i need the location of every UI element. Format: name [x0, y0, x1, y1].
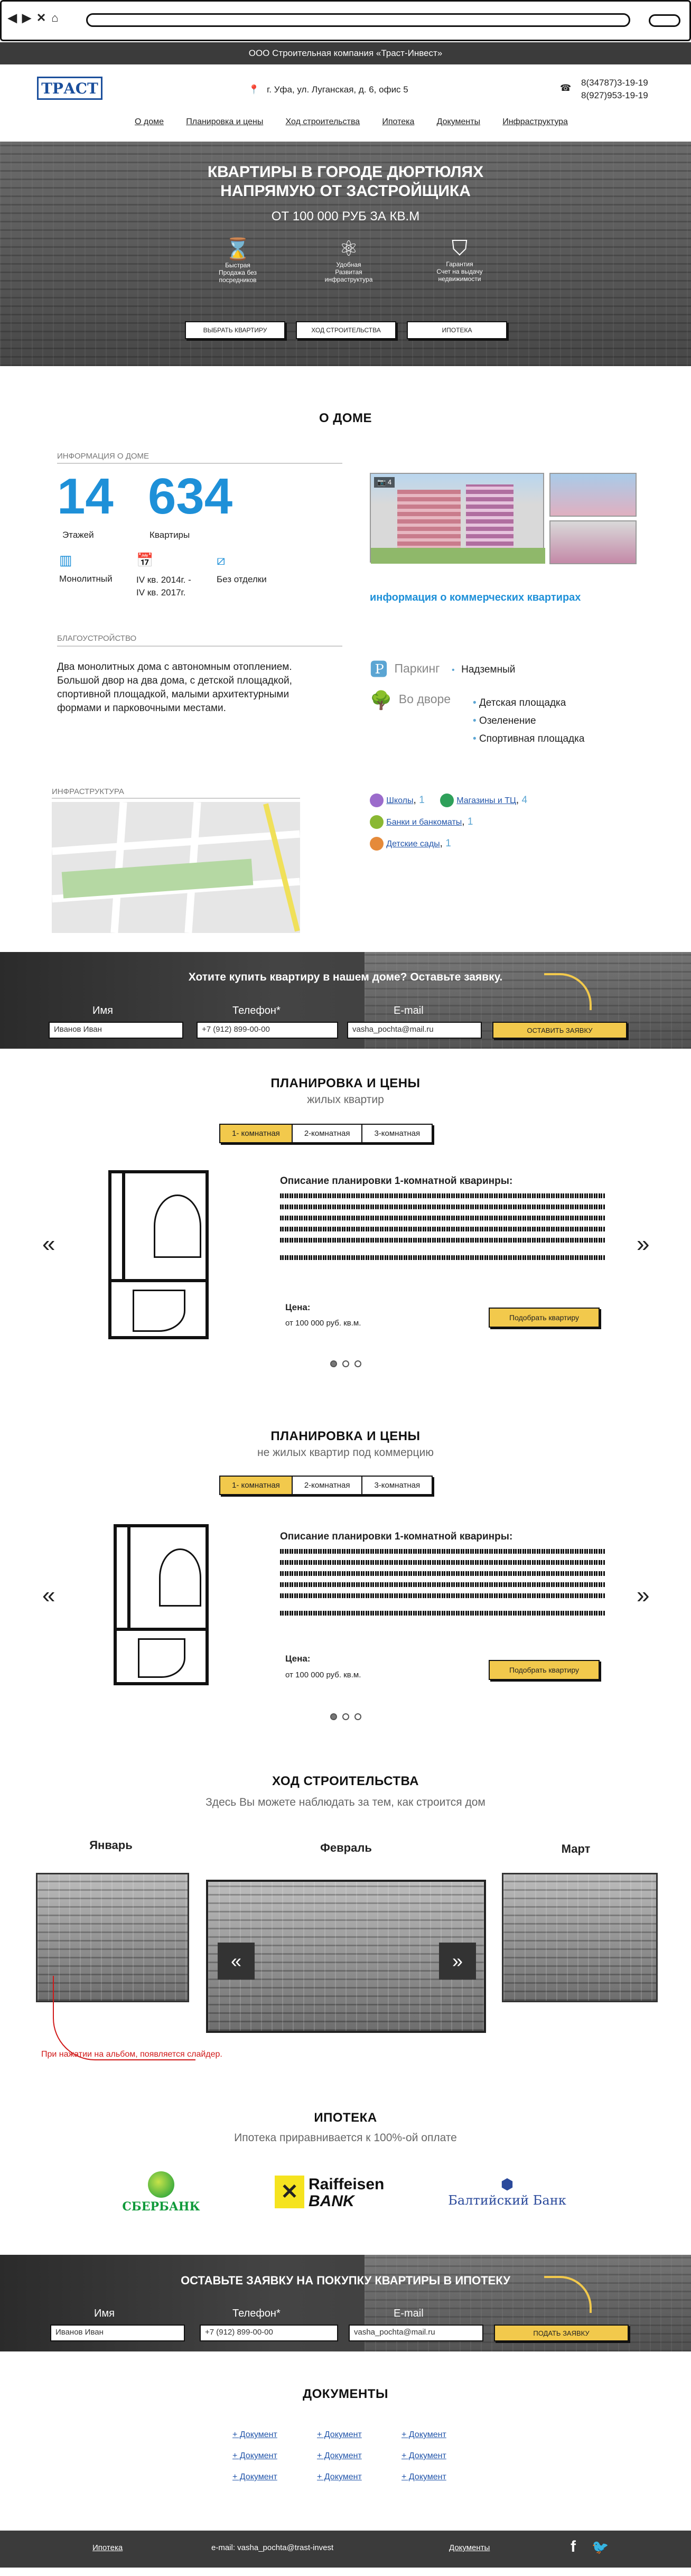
plans-commercial-title: ПЛАНИРОВКА И ЦЕНЫ — [270, 1429, 421, 1443]
phone-icon: ☎ — [560, 83, 572, 93]
tree-icon: 🌳 — [370, 690, 393, 711]
submit-request-button[interactable]: ОСТАВИТЬ ЗАЯВКУ — [492, 1022, 627, 1039]
location-pin-icon: 📍 — [248, 85, 260, 95]
raiffeisen-name: Raiffeisen — [309, 2176, 385, 2193]
infra-schools-link[interactable]: Школы — [386, 796, 414, 805]
yard-item: • Спортивная площадка — [473, 733, 585, 744]
price-value: от 100 000 руб. кв.м. — [285, 1670, 361, 1679]
footer-mortgage-link[interactable]: Ипотека — [92, 2543, 123, 2552]
description-text — [280, 1238, 605, 1243]
name-input[interactable]: Иванов Иван — [50, 2325, 185, 2341]
address-bar[interactable] — [86, 13, 630, 27]
address-text: г. Уфа, ул. Луганская, д. 6, офис 5 — [267, 85, 408, 95]
feature-1-text: Продажа без посредников — [218, 269, 257, 284]
phone-1[interactable]: 8(34787)3-19-19 — [581, 78, 648, 88]
carousel-dot[interactable] — [330, 1360, 337, 1367]
molecule-icon: ⚛ — [339, 237, 358, 260]
next-arrow-icon[interactable]: » — [637, 1231, 650, 1257]
plans-title: ПЛАНИРОВКА И ЦЕНЫ — [270, 1076, 421, 1090]
phone-label: Телефон* — [232, 1005, 281, 1016]
mortgage-form-section — [0, 2255, 691, 2351]
spec-finish-text: Без отделки — [217, 574, 267, 584]
spec-monolith — [59, 552, 113, 584]
tab-3-room[interactable]: 3-комнатная — [362, 1477, 432, 1494]
mortgage-button[interactable]: ИПОТЕКА — [407, 321, 507, 339]
name-input[interactable]: Иванов Иван — [49, 1022, 183, 1039]
plan-description — [280, 1175, 605, 1266]
description-text — [280, 1571, 605, 1576]
chevron-left-icon: « — [230, 1950, 242, 1972]
hero-title — [0, 163, 691, 201]
photo-gallery[interactable] — [370, 473, 549, 565]
kindergarten-icon — [370, 837, 384, 851]
nav-item-documents[interactable]: Документы — [436, 117, 481, 126]
infra-item-schools: Школы, 1 Магазины и ТЦ, 4 — [370, 790, 527, 811]
description-text — [280, 1193, 605, 1198]
parking-block: 🅿 Паркинг • Надземный — [370, 660, 516, 680]
album-month-label: Январь — [89, 1838, 133, 1852]
feature-3-text: Счет на выдачу недвижимости — [436, 268, 483, 283]
infra-item-kindergartens: Детские сады, 1 — [370, 833, 527, 855]
nav-item-infrastructure[interactable]: Инфраструктура — [502, 117, 568, 126]
improvement-text: Два монолитных дома с автономным отоплением. Большой двор на два дома, с детской площадкой, спортивной площадкой, малыми архитектурными формами и парковочными местами. — [57, 661, 292, 714]
nav-item-mortgage[interactable]: Ипотека — [382, 117, 415, 126]
feature-3 — [423, 237, 497, 283]
close-icon[interactable]: ✕ — [36, 11, 52, 24]
email-label: E-mail — [394, 1005, 424, 1016]
price-value: от 100 000 руб. кв.м. — [285, 1319, 361, 1328]
company-name: ООО Строительная компания «Траст-Инвест» — [248, 48, 443, 58]
description-text — [280, 1227, 605, 1231]
carousel-dots — [0, 1360, 691, 1370]
parking-item: Надземный — [461, 664, 516, 675]
yard-item: • Озеленение — [473, 715, 536, 726]
divider — [52, 798, 300, 799]
infra-shops-count: 4 — [521, 795, 528, 806]
annotation-note: При нажатии на альбом, появляется слайдер. — [41, 2050, 222, 2059]
album-month-label: Март — [561, 1842, 591, 1855]
choose-apartment-button[interactable]: ВЫБРАТЬ КВАРТИРУ — [185, 321, 285, 339]
shop-icon — [440, 795, 454, 806]
prev-arrow-icon[interactable]: « — [42, 1582, 55, 1608]
documents-title: ДОКУМЕНТЫ — [303, 2387, 388, 2401]
yard-item: • Детская площадка — [473, 697, 566, 708]
floor-plan-image[interactable] — [108, 1170, 209, 1339]
carousel-dot[interactable] — [354, 1713, 361, 1720]
nav-item-about[interactable]: О доме — [135, 117, 164, 126]
infra-kindergartens-link[interactable]: Детские сады — [386, 839, 440, 848]
slider-next-button[interactable] — [439, 1943, 476, 1980]
description-text — [280, 1611, 605, 1616]
email-input[interactable]: vasha_pochta@mail.ru — [349, 2325, 483, 2341]
raiffeisen-icon: ✕ — [275, 2176, 304, 2208]
hero-title-line-1: КВАРТИРЫ В ГОРОДЕ ДЮРТЮЛЯХ — [207, 163, 484, 181]
album-february-slider[interactable] — [206, 1880, 486, 2033]
feature-1-title: Быстрая — [225, 262, 250, 269]
phone-input[interactable]: +7 (912) 899-00-00 — [200, 2325, 338, 2341]
shield-check-icon: ⛉ — [452, 237, 468, 260]
nav-item-progress[interactable]: Ход строительства — [285, 117, 360, 126]
infra-schools-count: 1 — [419, 795, 425, 806]
infra-kindergartens-count: 1 — [445, 838, 451, 849]
progress-title: ХОД СТРОИТЕЛЬСТВА — [272, 1774, 419, 1788]
no-finish-icon: ⧄ — [217, 552, 226, 568]
mortgage-subtitle: Ипотека приравнивается к 100%-ой оплате — [234, 2132, 457, 2144]
infra-shops-link[interactable]: Магазины и ТЦ — [456, 796, 516, 805]
document-link[interactable]: + Документ — [317, 2472, 362, 2481]
plan-description-title: Описание планировки 1-комнатной кваринры: — [280, 1531, 513, 1542]
feature-2-title: Удобная — [336, 261, 361, 268]
sberbank-logo[interactable] — [122, 2171, 201, 2214]
lead-form-title: Хотите купить квартиру в нашем доме? Оставьте заявку. — [188, 971, 503, 983]
description-text — [280, 1205, 605, 1209]
gallery-count: 4 — [387, 478, 392, 486]
email-label: E-mail — [394, 2308, 424, 2319]
name-label: Имя — [92, 1005, 113, 1016]
slider-prev-button[interactable] — [218, 1943, 255, 1980]
baltic-icon: ⬢ — [500, 2176, 514, 2192]
infrastructure-label: ИНФРАСТРУКТУРА — [52, 787, 124, 796]
phone-input[interactable]: +7 (912) 899-00-00 — [197, 1022, 338, 1039]
carousel-dot[interactable] — [342, 1713, 349, 1720]
price-label: Цена: — [285, 1654, 311, 1664]
logo-text: ТРАСТ — [41, 79, 98, 97]
plans-commercial-subtitle: не жилых квартир под коммерцию — [257, 1446, 434, 1459]
hourglass-icon: ⌛ — [225, 238, 251, 261]
home-icon[interactable]: ⌂ — [51, 11, 64, 24]
parking-label: Паркинг — [394, 661, 440, 675]
address — [248, 85, 408, 95]
infra-list — [370, 790, 527, 855]
description-text — [280, 1255, 605, 1260]
infrastructure-map[interactable] — [52, 802, 300, 933]
album-march[interactable] — [502, 1873, 658, 2002]
construction-progress-button[interactable]: ХОД СТРОИТЕЛЬСТВА — [296, 321, 396, 339]
yard-label: Во дворе — [398, 692, 451, 706]
progress-subtitle: Здесь Вы можете наблюдать за тем, как строится дом — [206, 1796, 485, 1808]
about-title: О ДОМЕ — [319, 411, 372, 425]
nav-item-plans[interactable]: Планировка и цены — [186, 117, 264, 126]
description-text — [280, 1549, 605, 1554]
raiffeisen-logo[interactable] — [275, 2176, 401, 2218]
infra-banks-count: 1 — [467, 816, 473, 827]
feature-1 — [201, 237, 275, 284]
hero-price: ОТ 100 000 РУБ ЗА КВ.М — [271, 209, 420, 223]
improvement-label: БЛАГОУСТРОЙСТВО — [57, 634, 137, 643]
album-month-label: Февраль — [320, 1841, 372, 1854]
mortgage-form-title: ОСТАВЬТЕ ЗАЯВКУ НА ПОКУПКУ КВАРТИРЫ В ИПОТЕКУ — [181, 2274, 510, 2287]
floors-label: Этажей — [62, 530, 94, 540]
infra-banks-link[interactable]: Банки и банкоматы — [386, 818, 462, 827]
logo[interactable] — [37, 77, 102, 100]
choose-apartment-button[interactable]: Подобрать квартиру — [489, 1660, 600, 1680]
plan-description-title: Описание планировки 1-комнатной кваринры: — [280, 1175, 513, 1187]
plan-description — [280, 1531, 605, 1622]
carousel-dots — [0, 1713, 691, 1723]
raiffeisen-bank: BANK — [309, 2192, 354, 2210]
document-link[interactable]: + Документ — [401, 2472, 446, 2481]
facebook-icon[interactable]: f — [571, 2538, 576, 2555]
floor-plan-image[interactable] — [114, 1524, 209, 1685]
document-link[interactable]: + Документ — [317, 2430, 362, 2439]
bank-icon — [370, 815, 384, 829]
spec-monolith-text: Монолитный — [59, 574, 113, 584]
document-link[interactable]: + Документ — [401, 2430, 446, 2439]
description-text — [280, 1560, 605, 1565]
room-tabs — [219, 1476, 433, 1495]
feature-3-title: Гарантия — [446, 260, 473, 268]
top-bar — [0, 42, 691, 64]
lead-form-section — [0, 952, 691, 1049]
tab-2-room[interactable]: 2-комнатная — [293, 1477, 363, 1494]
prev-arrow-icon[interactable]: « — [42, 1231, 55, 1257]
main-nav — [135, 117, 568, 127]
price-label: Цена: — [285, 1302, 311, 1312]
sberbank-name: СБЕРБАНК — [122, 2200, 200, 2214]
apartments-number: 634 — [148, 468, 233, 525]
info-label: ИНФОРМАЦИЯ О ДОМЕ — [57, 452, 150, 461]
mortgage-title: ИПОТЕКА — [314, 2111, 377, 2125]
nav-buttons — [8, 11, 64, 25]
browser-chrome — [0, 0, 691, 41]
carousel-dot[interactable] — [342, 1360, 349, 1367]
annotation-arrow — [53, 1976, 195, 2060]
chevron-right-icon: » — [452, 1950, 463, 1972]
document-link[interactable]: + Документ — [317, 2451, 362, 2460]
twitter-icon[interactable]: 🐦 — [592, 2539, 609, 2555]
infra-item-banks: Банки и банкоматы, 1 — [370, 811, 527, 833]
carousel-dot[interactable] — [330, 1713, 337, 1720]
feature-2 — [312, 237, 386, 283]
camera-icon: 📷 — [377, 478, 386, 486]
camera-badge — [374, 477, 395, 488]
spec-dates-text: IV кв. 2014г. - IV кв. 2017г. — [136, 575, 191, 598]
tab-2-room[interactable]: 2-комнатная — [293, 1125, 363, 1142]
tab-1-room[interactable]: 1- комнатная — [220, 1125, 293, 1142]
document-link[interactable]: + Документ — [232, 2472, 277, 2481]
divider — [57, 463, 342, 464]
description-text — [280, 1593, 605, 1598]
plans-subtitle: жилых квартир — [307, 1094, 384, 1106]
submit-mortgage-button[interactable]: ПОДАТЬ ЗАЯВКУ — [494, 2325, 629, 2341]
school-icon — [370, 794, 384, 807]
footer-documents-link[interactable]: Документы — [449, 2543, 490, 2552]
document-link[interactable]: + Документ — [232, 2451, 277, 2460]
documents-grid — [232, 2430, 475, 2482]
spec-dates — [136, 552, 191, 599]
hero-title-line-2: НАПРЯМУЮ ОТ ЗАСТРОЙЩИКА — [220, 182, 471, 200]
document-link[interactable]: + Документ — [401, 2451, 446, 2460]
sberbank-icon — [148, 2171, 174, 2198]
apartments-label: Квартиры — [150, 530, 190, 540]
commercial-link[interactable]: информация о коммерческих квартирах — [370, 592, 581, 603]
email-input[interactable]: vasha_pochta@mail.ru — [347, 1022, 482, 1039]
parking-icon: 🅿 — [370, 660, 388, 680]
baltic-name: Балтийский Банк — [448, 2193, 566, 2208]
gallery-thumb-1[interactable] — [549, 473, 637, 517]
next-arrow-icon[interactable]: » — [637, 1582, 650, 1608]
feature-2-text: Развитая инфраструктура — [324, 268, 373, 283]
room-tabs — [219, 1124, 433, 1143]
phones — [560, 77, 648, 102]
name-label: Имя — [94, 2308, 115, 2319]
gallery-thumb-2[interactable] — [549, 520, 637, 564]
phone-label: Телефон* — [232, 2308, 281, 2319]
footer — [0, 2531, 691, 2568]
forward-icon[interactable]: ▶ — [22, 11, 36, 24]
description-text — [280, 1216, 605, 1220]
gallery-main-photo[interactable] — [370, 473, 544, 563]
tab-3-room[interactable]: 3-комнатная — [362, 1125, 432, 1142]
yard-block — [370, 690, 602, 744]
description-text — [280, 1582, 605, 1587]
baltic-bank-logo[interactable] — [444, 2176, 571, 2208]
divider — [57, 646, 342, 647]
document-link[interactable]: + Документ — [232, 2430, 277, 2439]
footer-email: e-mail: vasha_pochta@trast-invest — [211, 2543, 334, 2552]
phone-2[interactable]: 8(927)953-19-19 — [581, 90, 648, 100]
tab-1-room[interactable]: 1- комнатная — [220, 1477, 293, 1494]
search-box[interactable] — [649, 14, 680, 27]
columns-icon: ▥ — [59, 552, 72, 568]
choose-apartment-button[interactable]: Подобрать квартиру — [489, 1308, 600, 1328]
hero-section — [0, 142, 691, 366]
floors-number: 14 — [57, 468, 114, 525]
back-icon[interactable]: ◀ — [8, 11, 22, 24]
calendar-icon: 📅 — [136, 552, 154, 568]
spec-finish — [217, 552, 267, 585]
carousel-dot[interactable] — [354, 1360, 361, 1367]
